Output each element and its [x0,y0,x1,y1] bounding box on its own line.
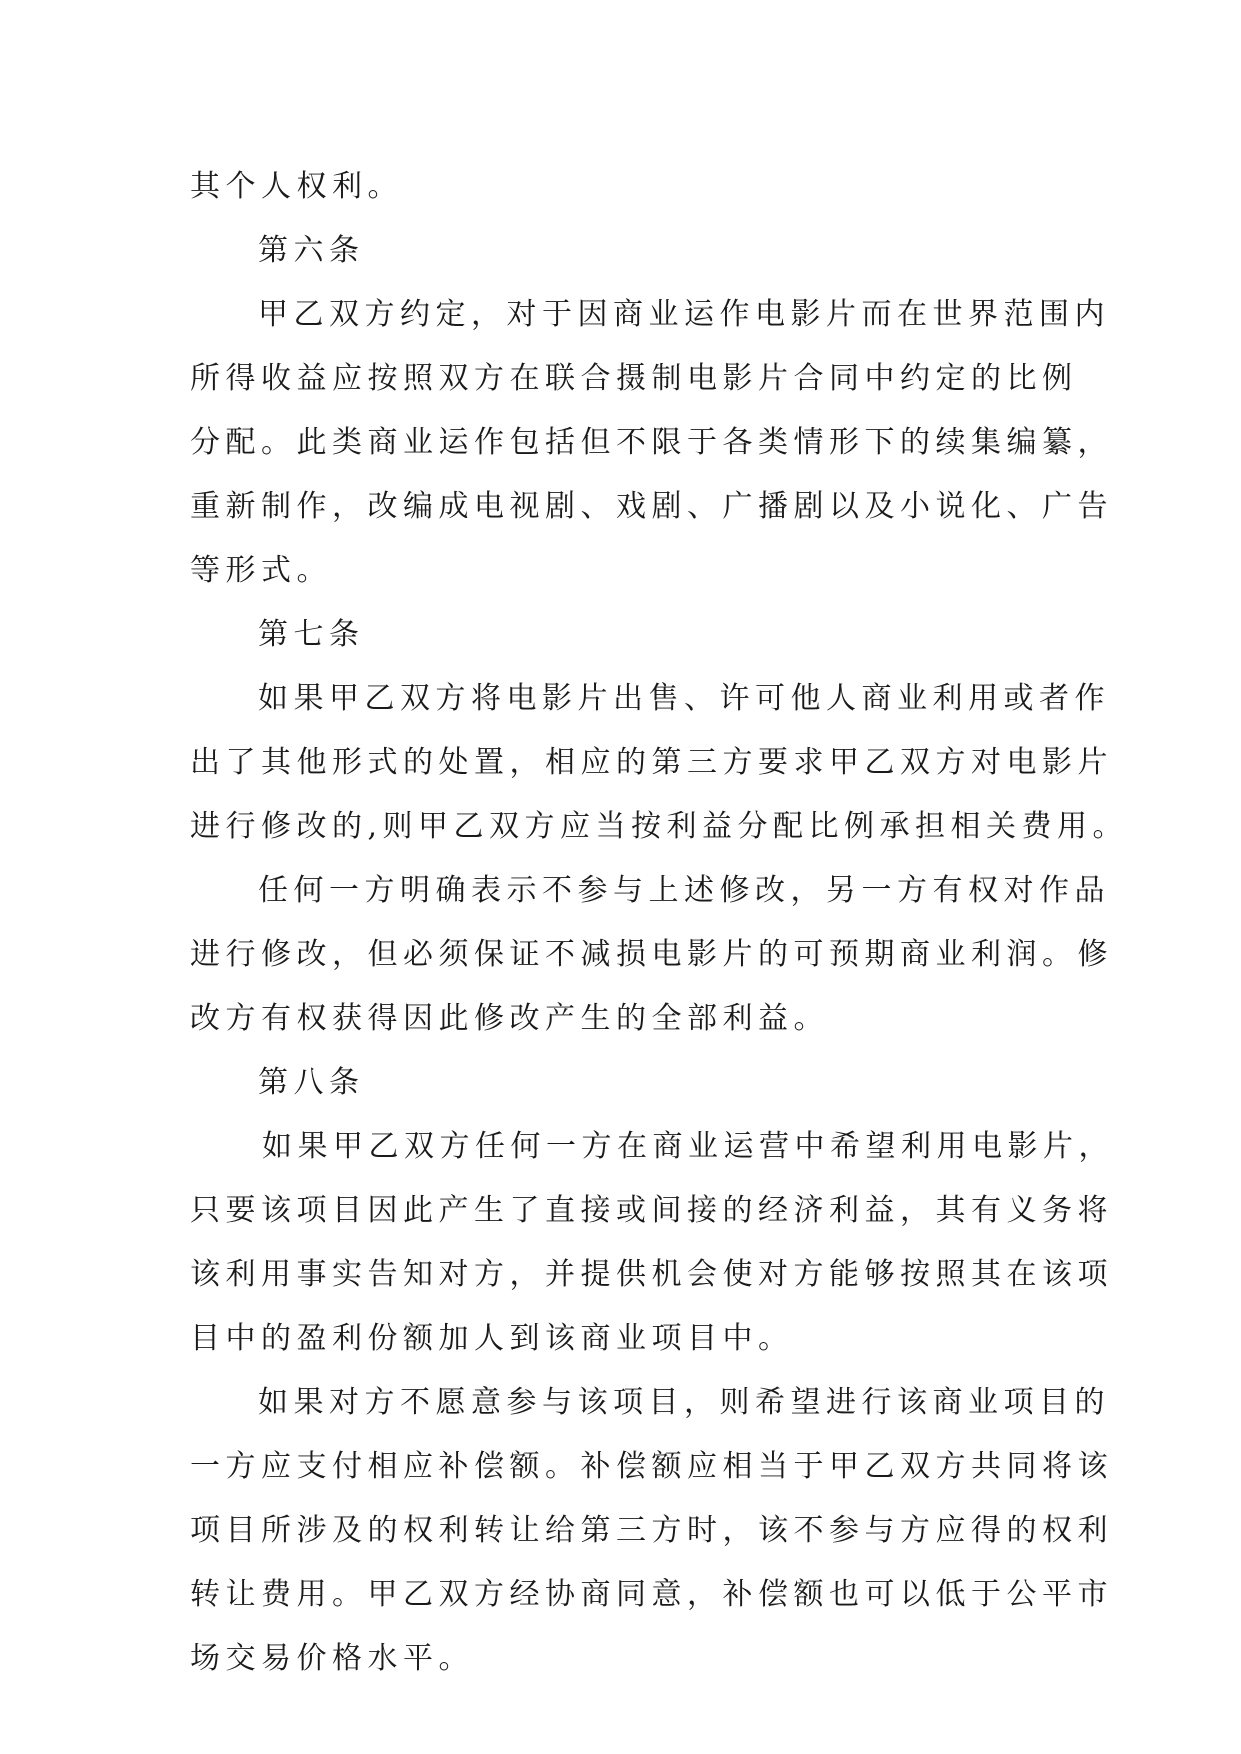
paragraph-line: 只要该项目因此产生了直接或间接的经济利益，其有义务将 [190,1193,1113,1228]
paragraph-line: 如果对方不愿意参与该项目，则希望进行该商业项目的 [258,1385,1110,1420]
paragraph-line: 项目所涉及的权利转让给第三方时，该不参与方应得的权利 [190,1513,1113,1548]
paragraph-line: 场交易价格水平。 [190,1641,474,1676]
paragraph-line: 进行修改的,则甲乙双方应当按利益分配比例承担相关费用。 [190,809,1129,844]
paragraph-line: 进行修改，但必须保证不减损电影片的可预期商业利润。修 [190,937,1113,972]
paragraph-line: 如果甲乙双方将电影片出售、许可他人商业利用或者作 [258,681,1110,716]
paragraph-line: 甲乙双方约定，对于因商业运作电影片而在世界范围内 [258,297,1110,332]
paragraph-line: 所得收益应按照双方在联合摄制电影片合同中约定的比例 [190,361,1078,396]
paragraph-line: 出了其他形式的处置，相应的第三方要求甲乙双方对电影片 [190,745,1113,780]
article-heading: 第七条 [258,617,365,652]
article-heading: 第八条 [258,1065,365,1100]
paragraph-line: 该利用事实告知对方，并提供机会使对方能够按照其在该项 [190,1257,1113,1292]
paragraph-line: 转让费用。甲乙双方经协商同意，补偿额也可以低于公平市 [190,1577,1113,1612]
paragraph-line: 分配。此类商业运作包括但不限于各类情形下的续集编纂， [190,425,1113,460]
document-body [190,158,1129,1688]
paragraph-line: 一方应支付相应补偿额。补偿额应相当于甲乙双方共同将该 [190,1449,1113,1484]
paragraph-line: 等形式。 [190,553,332,588]
article-heading: 第六条 [258,233,365,268]
paragraph-line: 重新制作，改编成电视剧、戏剧、广播剧以及小说化、广告 [190,489,1113,524]
paragraph-line: 其个人权利。 [190,169,403,204]
paragraph-line: 改方有权获得因此修改产生的全部利益。 [190,1001,829,1036]
paragraph-line: 目中的盈利份额加人到该商业项目中。 [190,1321,794,1356]
paragraph-line: 如果甲乙双方任何一方在商业运营中希望利用电影片， [262,1129,1114,1164]
paragraph-line: 任何一方明确表示不参与上述修改，另一方有权对作品 [258,873,1110,908]
